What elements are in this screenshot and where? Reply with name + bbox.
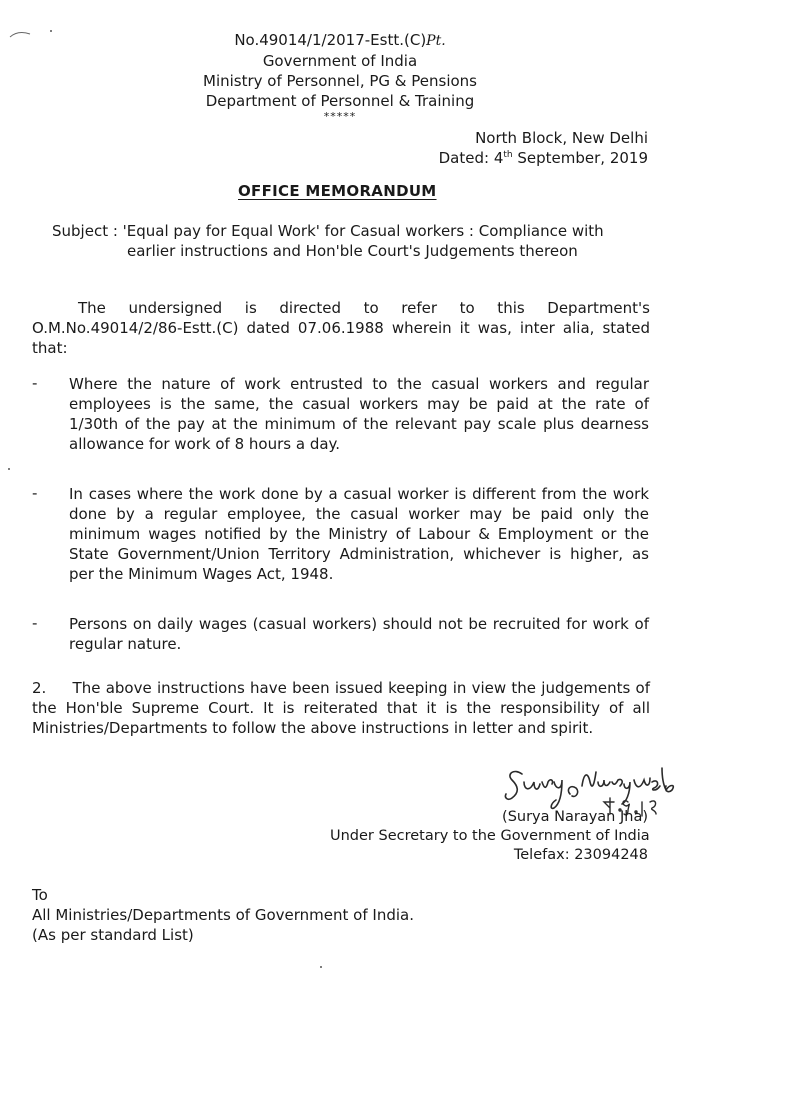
date-line: Dated: 4th September, 2019 [438,149,648,167]
intro-paragraph: The undersigned is directed to refer to this Department's O.M.No.49014/2/86-Estt.(C) dated 07.06.1988 wherein it was, inter alia, stated that: [32,299,650,357]
recipients-line-2: (As per standard List) [32,926,194,944]
department-line: Department of Personnel & Training [205,92,475,110]
subject-line-2: earlier instructions and Hon'ble Court's Judgements thereon [127,242,578,260]
bullet-text-1: Where the nature of work entrusted to the casual workers and regular employees is the same, the casual workers may be paid at the rate of 1/30th of the pay at the minimum of the relevant pay scale plus dearness allowance for work of 8 hours a day. [69,375,649,453]
bullet-text-2: In cases where the work done by a casual worker is different from the work done by a regular employee, the casual worker may be paid only the minimum wages notified by the Ministry of Labour & Employment or the State Government/Union Territory Administration, whichever is higher, as per the Minimum Wages Act, 1948. [69,485,649,583]
bullet-dash-1: - [32,374,38,392]
scan-mark [8,28,48,40]
government-line: Government of India [262,52,418,70]
bullet-dash-2: - [32,484,38,502]
header-stars: ***** [323,110,357,123]
reference-number: No.49014/1/2017-Estt.(C)Pt. [234,31,446,49]
place-date-block [380,128,648,168]
ministry-line: Ministry of Personnel, PG & Pensions [203,72,477,90]
location-line: North Block, New Delhi [475,129,648,147]
subject-line-1: Subject : 'Equal pay for Equal Work' for Casual workers : Compliance with [52,222,604,240]
to-label: To [32,886,48,904]
reference-suffix: Pt. [426,33,446,49]
signatory-name: (Surya Narayan Jha) [502,809,648,825]
scan-speck [50,30,52,32]
bullet-text-3: Persons on daily wages (casual workers) should not be recruited for work of regular nature. [69,615,649,653]
signatory-designation: Under Secretary to the Government of India [330,828,650,844]
scan-speck [320,966,322,968]
signature-block [330,808,648,865]
recipients-block [32,885,414,945]
paragraph-2: 2. The above instructions have been issued keeping in view the judgements of the Hon'ble Supreme Court. It is reiterated that it is the responsibility of all Ministries/Departments to follow the above instructions in letter and spirit. [32,679,650,737]
bullet-dash-3: - [32,614,38,632]
recipients-line-1: All Ministries/Departments of Government of India. [32,906,414,924]
memo-title: OFFICE MEMORANDUM [238,182,437,200]
letterhead [150,30,530,123]
scan-speck [8,468,10,470]
signatory-telefax: Telefax: 23094248 [513,847,648,863]
